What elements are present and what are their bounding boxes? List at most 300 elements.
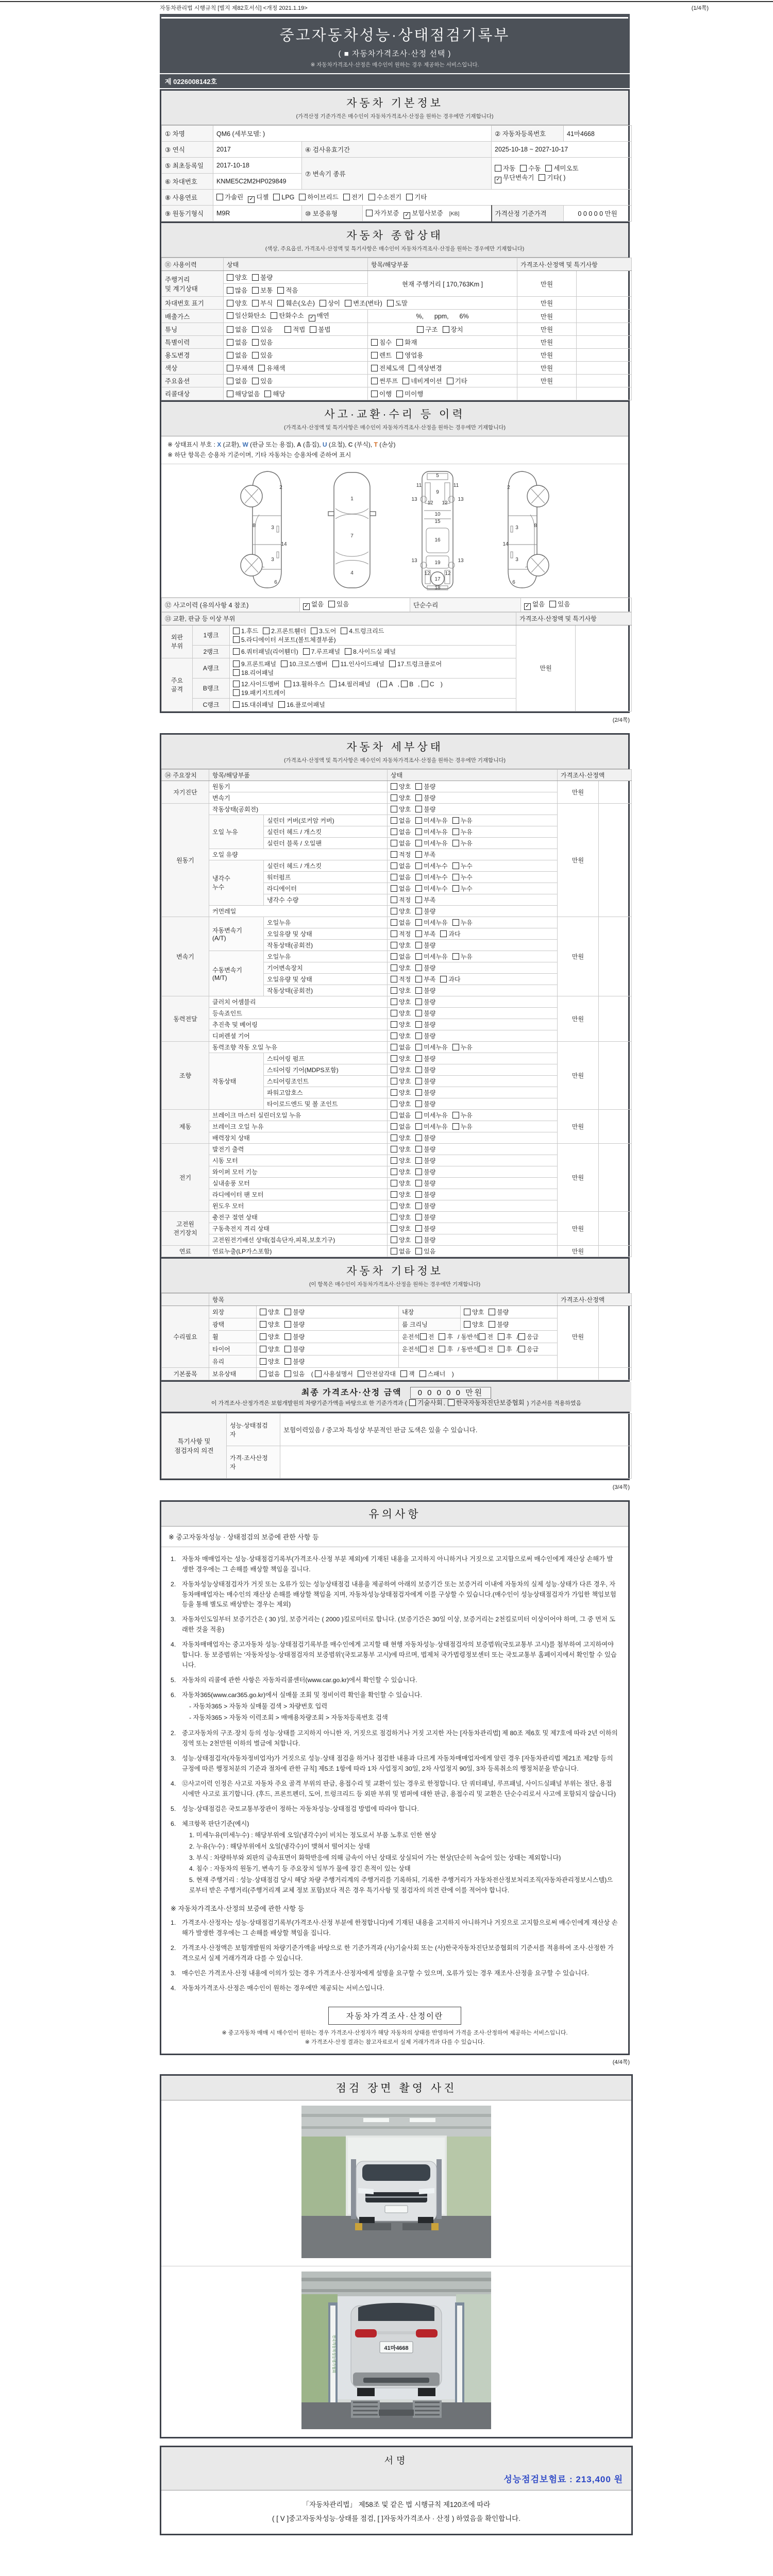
checkbox-option[interactable] (498, 1332, 512, 1341)
checkbox-option[interactable] (341, 626, 384, 635)
checkbox[interactable] (415, 998, 422, 1005)
checkbox-option[interactable] (391, 1111, 411, 1120)
checkbox[interactable] (415, 908, 422, 914)
checkbox-option[interactable] (371, 337, 392, 347)
checkbox[interactable] (415, 1214, 422, 1221)
checkbox-option[interactable] (415, 929, 435, 938)
checkbox[interactable] (273, 194, 280, 200)
checkbox[interactable] (391, 828, 397, 835)
checkbox-option[interactable] (391, 873, 411, 882)
checkbox[interactable] (415, 1100, 422, 1107)
checkbox-option[interactable] (406, 192, 427, 201)
checkbox-option[interactable] (452, 1111, 473, 1120)
checkbox-option[interactable] (415, 1167, 435, 1176)
checkbox[interactable] (452, 1123, 459, 1130)
checkbox-option[interactable] (260, 1369, 280, 1378)
checkbox-option[interactable] (391, 986, 411, 995)
checkbox-option[interactable] (391, 884, 411, 893)
checkbox-option[interactable] (233, 647, 298, 656)
checkbox-option[interactable] (452, 827, 473, 836)
checkbox[interactable] (371, 378, 378, 384)
checkbox[interactable] (415, 851, 422, 858)
checkbox[interactable] (452, 919, 459, 926)
checkbox-option[interactable] (409, 363, 442, 372)
checkbox-option[interactable] (415, 918, 447, 927)
checkbox-option[interactable] (345, 647, 396, 656)
checkbox[interactable] (415, 817, 422, 824)
checkbox-option[interactable] (452, 918, 473, 927)
checkbox[interactable] (391, 1146, 397, 1153)
checkbox-option[interactable] (227, 389, 260, 398)
checkbox-option[interactable] (391, 997, 411, 1006)
checkbox[interactable] (415, 1123, 422, 1130)
checkbox[interactable] (464, 1321, 470, 1328)
checkbox[interactable] (252, 339, 259, 346)
checkbox-option[interactable] (401, 681, 413, 688)
checkbox[interactable] (406, 194, 413, 200)
checkbox[interactable] (415, 828, 422, 835)
checkbox[interactable] (252, 326, 259, 333)
checkbox[interactable]: ✓ (309, 315, 315, 321)
checkbox-option[interactable] (260, 1345, 280, 1353)
checkbox-option[interactable] (248, 192, 268, 203)
checkbox-option[interactable] (284, 325, 305, 334)
checkbox[interactable] (391, 953, 397, 960)
checkbox[interactable] (227, 378, 233, 384)
checkbox[interactable] (464, 1309, 470, 1315)
checkbox-option[interactable] (415, 1099, 435, 1108)
checkbox[interactable] (391, 998, 397, 1005)
checkbox-option[interactable] (281, 659, 328, 668)
checkbox-option[interactable] (391, 1156, 411, 1165)
checkbox[interactable] (391, 817, 397, 824)
checkbox-option[interactable] (396, 337, 417, 347)
checkbox-option[interactable] (273, 194, 294, 201)
checkbox-option[interactable] (391, 941, 411, 950)
checkbox-option[interactable] (415, 1043, 447, 1052)
checkbox-option[interactable] (264, 389, 285, 398)
checkbox[interactable] (391, 987, 397, 994)
checkbox-option[interactable] (284, 1345, 305, 1353)
checkbox-option[interactable] (391, 861, 411, 870)
checkbox-option[interactable] (233, 680, 280, 688)
checkbox-option[interactable] (415, 997, 435, 1006)
checkbox[interactable] (252, 378, 259, 384)
checkbox[interactable] (452, 1112, 459, 1118)
checkbox-option[interactable] (452, 884, 473, 893)
checkbox-option[interactable] (391, 839, 411, 848)
checkbox-option[interactable] (233, 635, 336, 644)
checkbox-option[interactable] (391, 1213, 411, 1222)
checkbox[interactable] (391, 1089, 397, 1096)
checkbox-option[interactable] (520, 163, 541, 173)
checkbox[interactable] (233, 689, 240, 696)
checkbox-option[interactable] (303, 599, 324, 610)
checkbox[interactable] (260, 1333, 266, 1340)
checkbox[interactable] (391, 1168, 397, 1175)
checkbox-option[interactable] (258, 363, 285, 372)
checkbox[interactable] (284, 1346, 291, 1352)
checkbox[interactable] (260, 1346, 266, 1352)
checkbox[interactable] (252, 287, 259, 294)
checkbox[interactable] (284, 1358, 291, 1365)
checkbox[interactable] (391, 1134, 397, 1141)
checkbox[interactable] (284, 326, 291, 333)
checkbox-option[interactable] (233, 700, 274, 709)
checkbox[interactable] (549, 601, 556, 607)
checkbox[interactable] (391, 1157, 397, 1164)
checkbox-option[interactable] (391, 895, 411, 904)
checkbox[interactable] (227, 300, 233, 307)
checkbox[interactable] (391, 1248, 397, 1255)
checkbox-option[interactable] (404, 208, 443, 219)
checkbox[interactable] (520, 165, 527, 172)
checkbox[interactable] (415, 1202, 422, 1209)
checkbox[interactable] (233, 669, 240, 676)
checkbox[interactable] (391, 1044, 397, 1050)
checkbox[interactable] (366, 210, 373, 216)
checkbox[interactable] (391, 874, 397, 880)
checkbox-option[interactable] (391, 907, 411, 916)
checkbox-option[interactable] (400, 1369, 415, 1378)
checkbox-option[interactable] (396, 350, 423, 360)
checkbox-option[interactable] (227, 337, 247, 347)
checkbox[interactable] (216, 194, 223, 200)
checkbox[interactable] (227, 326, 233, 333)
checkbox[interactable] (252, 274, 259, 281)
checkbox[interactable] (310, 326, 316, 333)
checkbox[interactable] (518, 1333, 525, 1340)
checkbox-option[interactable] (391, 1031, 411, 1040)
checkbox[interactable] (271, 312, 277, 319)
checkbox-option[interactable] (328, 599, 349, 608)
checkbox-option[interactable] (440, 929, 460, 938)
checkbox[interactable] (391, 885, 397, 892)
checkbox-option[interactable] (422, 681, 434, 688)
checkbox-option[interactable] (464, 1308, 484, 1316)
checkbox[interactable] (415, 885, 422, 892)
checkbox-option[interactable] (419, 1369, 446, 1378)
checkbox[interactable] (415, 930, 422, 937)
checkbox-option[interactable] (415, 1122, 447, 1131)
checkbox[interactable] (391, 1214, 397, 1221)
checkbox-option[interactable] (227, 350, 247, 360)
checkbox[interactable] (391, 1123, 397, 1130)
checkbox[interactable] (447, 378, 453, 384)
checkbox[interactable]: ✓ (524, 603, 531, 610)
checkbox-option[interactable] (479, 1345, 493, 1353)
checkbox-option[interactable] (420, 1332, 434, 1341)
checkbox[interactable] (396, 339, 403, 346)
checkbox-option[interactable] (420, 1345, 434, 1353)
checkbox-option[interactable] (415, 1213, 435, 1222)
checkbox[interactable] (345, 648, 351, 655)
checkbox-option[interactable] (391, 1020, 411, 1029)
checkbox-option[interactable] (452, 839, 473, 848)
checkbox[interactable] (391, 862, 397, 869)
checkbox[interactable] (391, 1236, 397, 1243)
checkbox[interactable] (277, 287, 284, 294)
checkbox-option[interactable] (415, 1235, 435, 1244)
checkbox[interactable] (252, 300, 259, 307)
checkbox[interactable] (233, 648, 240, 655)
checkbox[interactable] (415, 1078, 422, 1084)
checkbox[interactable] (277, 300, 284, 307)
checkbox-option[interactable] (524, 599, 545, 610)
checkbox-option[interactable] (443, 325, 463, 334)
checkbox[interactable] (391, 1180, 397, 1187)
checkbox[interactable] (258, 365, 265, 371)
checkbox-option[interactable] (439, 1332, 453, 1341)
checkbox[interactable] (489, 1309, 495, 1315)
checkbox[interactable] (391, 1066, 397, 1073)
checkbox-option[interactable] (415, 907, 435, 916)
checkbox-option[interactable] (368, 192, 401, 201)
checkbox-option[interactable] (415, 805, 435, 814)
checkbox-option[interactable] (391, 929, 411, 938)
checkbox[interactable] (396, 391, 403, 397)
checkbox-option[interactable] (402, 376, 442, 385)
checkbox[interactable] (452, 885, 459, 892)
checkbox-option[interactable] (311, 626, 336, 635)
checkbox-option[interactable] (303, 647, 340, 656)
checkbox-option[interactable] (271, 311, 304, 320)
checkbox-option[interactable] (452, 861, 473, 870)
checkbox-option[interactable] (415, 963, 435, 972)
checkbox-option[interactable] (277, 285, 298, 295)
checkbox[interactable] (391, 806, 397, 812)
checkbox-option[interactable] (391, 1224, 411, 1233)
checkbox-option[interactable] (391, 1247, 411, 1256)
checkbox[interactable] (415, 840, 422, 846)
checkbox-option[interactable] (233, 668, 274, 677)
checkbox-option[interactable] (263, 626, 306, 635)
checkbox[interactable] (415, 942, 422, 948)
checkbox-option[interactable] (315, 1369, 353, 1378)
checkbox[interactable] (303, 648, 310, 655)
checkbox[interactable] (284, 1333, 291, 1340)
checkbox-option[interactable] (391, 816, 411, 825)
checkbox[interactable] (227, 274, 233, 281)
checkbox-option[interactable] (439, 1345, 453, 1353)
checkbox-option[interactable] (252, 376, 273, 385)
checkbox[interactable] (419, 1370, 426, 1377)
checkbox[interactable] (401, 681, 408, 687)
checkbox-option[interactable] (389, 659, 442, 668)
checkbox-option[interactable] (252, 350, 273, 360)
checkbox-option[interactable] (489, 1320, 509, 1329)
checkbox-option[interactable] (227, 311, 266, 320)
checkbox-option[interactable] (415, 1111, 447, 1120)
checkbox-option[interactable] (391, 963, 411, 972)
checkbox[interactable] (415, 1066, 422, 1073)
checkbox-option[interactable] (260, 1332, 280, 1341)
checkbox[interactable] (284, 1370, 291, 1377)
checkbox[interactable] (422, 681, 428, 687)
checkbox[interactable] (391, 976, 397, 982)
checkbox-option[interactable] (415, 861, 447, 870)
checkbox-option[interactable] (415, 782, 435, 791)
checkbox[interactable] (420, 1346, 427, 1352)
checkbox-option[interactable] (284, 680, 325, 688)
checkbox[interactable] (391, 1021, 397, 1028)
checkbox[interactable] (345, 300, 351, 307)
checkbox[interactable] (341, 628, 347, 634)
checkbox[interactable] (518, 1346, 525, 1352)
checkbox-option[interactable] (391, 1201, 411, 1210)
checkbox-option[interactable] (358, 1369, 396, 1378)
checkbox-option[interactable] (391, 1179, 411, 1188)
checkbox-option[interactable] (391, 975, 411, 984)
checkbox[interactable]: ✓ (404, 212, 410, 219)
checkbox[interactable] (545, 165, 552, 172)
checkbox-option[interactable] (452, 873, 473, 882)
checkbox-option[interactable] (366, 208, 399, 217)
checkbox-option[interactable] (391, 1009, 411, 1018)
checkbox-option[interactable] (391, 1054, 411, 1063)
checkbox-option[interactable] (260, 1308, 280, 1316)
checkbox[interactable] (415, 1021, 422, 1028)
checkbox-option[interactable] (415, 1145, 435, 1154)
checkbox-option[interactable] (391, 1133, 411, 1142)
checkbox-option[interactable] (452, 816, 473, 825)
checkbox[interactable] (233, 636, 240, 643)
checkbox[interactable] (380, 681, 387, 687)
checkbox-option[interactable] (415, 941, 435, 950)
checkbox[interactable] (391, 930, 397, 937)
checkbox-option[interactable] (415, 850, 435, 859)
checkbox-option[interactable] (227, 285, 247, 295)
checkbox[interactable] (260, 1309, 266, 1315)
checkbox-option[interactable] (233, 659, 276, 668)
checkbox[interactable] (415, 1055, 422, 1062)
checkbox-option[interactable] (415, 1247, 435, 1256)
checkbox-option[interactable] (309, 311, 329, 321)
checkbox-option[interactable] (345, 298, 382, 308)
checkbox-option[interactable] (415, 1009, 435, 1018)
checkbox[interactable] (440, 930, 447, 937)
checkbox-option[interactable] (233, 626, 258, 635)
checkbox[interactable] (415, 964, 422, 971)
checkbox-option[interactable] (227, 325, 247, 334)
checkbox-option[interactable] (391, 1077, 411, 1086)
checkbox[interactable] (415, 1089, 422, 1096)
checkbox-option[interactable] (448, 1398, 525, 1407)
checkbox-option[interactable] (545, 163, 578, 173)
checkbox[interactable] (415, 919, 422, 926)
checkbox-option[interactable] (415, 1065, 435, 1074)
checkbox-option[interactable] (277, 298, 315, 308)
checkbox[interactable] (489, 1321, 495, 1328)
checkbox-option[interactable] (391, 1167, 411, 1176)
checkbox[interactable] (391, 942, 397, 948)
checkbox[interactable] (328, 601, 335, 607)
checkbox-option[interactable] (380, 681, 393, 688)
checkbox[interactable] (415, 896, 422, 903)
checkbox-option[interactable] (233, 688, 285, 697)
checkbox-option[interactable] (464, 1320, 484, 1329)
checkbox-option[interactable] (227, 298, 247, 308)
checkbox-option[interactable] (489, 1308, 509, 1316)
checkbox[interactable] (498, 1346, 505, 1352)
checkbox-option[interactable] (415, 1031, 435, 1040)
checkbox-option[interactable] (498, 1345, 512, 1353)
checkbox-option[interactable] (252, 298, 273, 308)
checkbox-option[interactable] (415, 1156, 435, 1165)
checkbox[interactable] (371, 365, 378, 371)
checkbox[interactable] (452, 953, 459, 960)
checkbox[interactable] (415, 806, 422, 812)
checkbox-option[interactable] (415, 1224, 435, 1233)
checkbox[interactable] (415, 976, 422, 982)
checkbox[interactable] (371, 352, 378, 359)
checkbox[interactable] (263, 628, 270, 634)
checkbox[interactable] (233, 660, 240, 667)
checkbox[interactable] (284, 1309, 291, 1315)
checkbox-option[interactable] (391, 1145, 411, 1154)
checkbox[interactable] (409, 1399, 416, 1406)
checkbox[interactable] (391, 896, 397, 903)
checkbox-option[interactable] (479, 1332, 493, 1341)
checkbox-option[interactable] (252, 325, 273, 334)
checkbox[interactable] (311, 628, 317, 634)
checkbox-option[interactable] (391, 850, 411, 859)
checkbox-option[interactable] (415, 816, 447, 825)
checkbox-option[interactable] (227, 376, 247, 385)
checkbox-option[interactable] (371, 376, 398, 385)
checkbox[interactable] (391, 1010, 397, 1016)
checkbox[interactable] (320, 300, 326, 307)
checkbox-option[interactable] (252, 285, 273, 295)
checkbox-option[interactable] (391, 1088, 411, 1097)
checkbox-option[interactable] (415, 1190, 435, 1199)
checkbox-option[interactable] (391, 1122, 411, 1131)
checkbox-option[interactable] (284, 1332, 305, 1341)
checkbox[interactable] (420, 1333, 427, 1340)
checkbox[interactable] (260, 1358, 266, 1365)
checkbox[interactable] (415, 1236, 422, 1243)
checkbox-option[interactable] (260, 1357, 280, 1366)
checkbox-option[interactable] (391, 805, 411, 814)
checkbox[interactable] (284, 1321, 291, 1328)
checkbox-option[interactable] (278, 700, 325, 709)
checkbox[interactable] (391, 794, 397, 801)
checkbox[interactable] (264, 391, 271, 397)
checkbox-option[interactable] (391, 952, 411, 961)
checkbox-option[interactable] (391, 782, 411, 791)
checkbox[interactable] (539, 174, 545, 181)
checkbox-option[interactable] (415, 884, 447, 893)
checkbox[interactable] (315, 1370, 322, 1377)
checkbox-option[interactable] (227, 273, 247, 282)
checkbox-option[interactable] (415, 1201, 435, 1210)
checkbox[interactable] (415, 1191, 422, 1198)
checkbox-option[interactable] (415, 1020, 435, 1029)
checkbox[interactable] (227, 339, 233, 346)
checkbox[interactable] (452, 1044, 459, 1050)
checkbox-option[interactable] (299, 192, 338, 201)
checkbox[interactable] (415, 1248, 422, 1255)
checkbox[interactable] (415, 1112, 422, 1118)
checkbox[interactable] (391, 1078, 397, 1084)
checkbox[interactable] (402, 378, 409, 384)
checkbox-option[interactable] (440, 975, 460, 984)
checkbox-option[interactable] (332, 659, 384, 668)
checkbox-option[interactable] (320, 298, 340, 308)
checkbox[interactable] (391, 1202, 397, 1209)
checkbox[interactable]: ✓ (303, 603, 310, 610)
checkbox[interactable] (371, 391, 378, 397)
